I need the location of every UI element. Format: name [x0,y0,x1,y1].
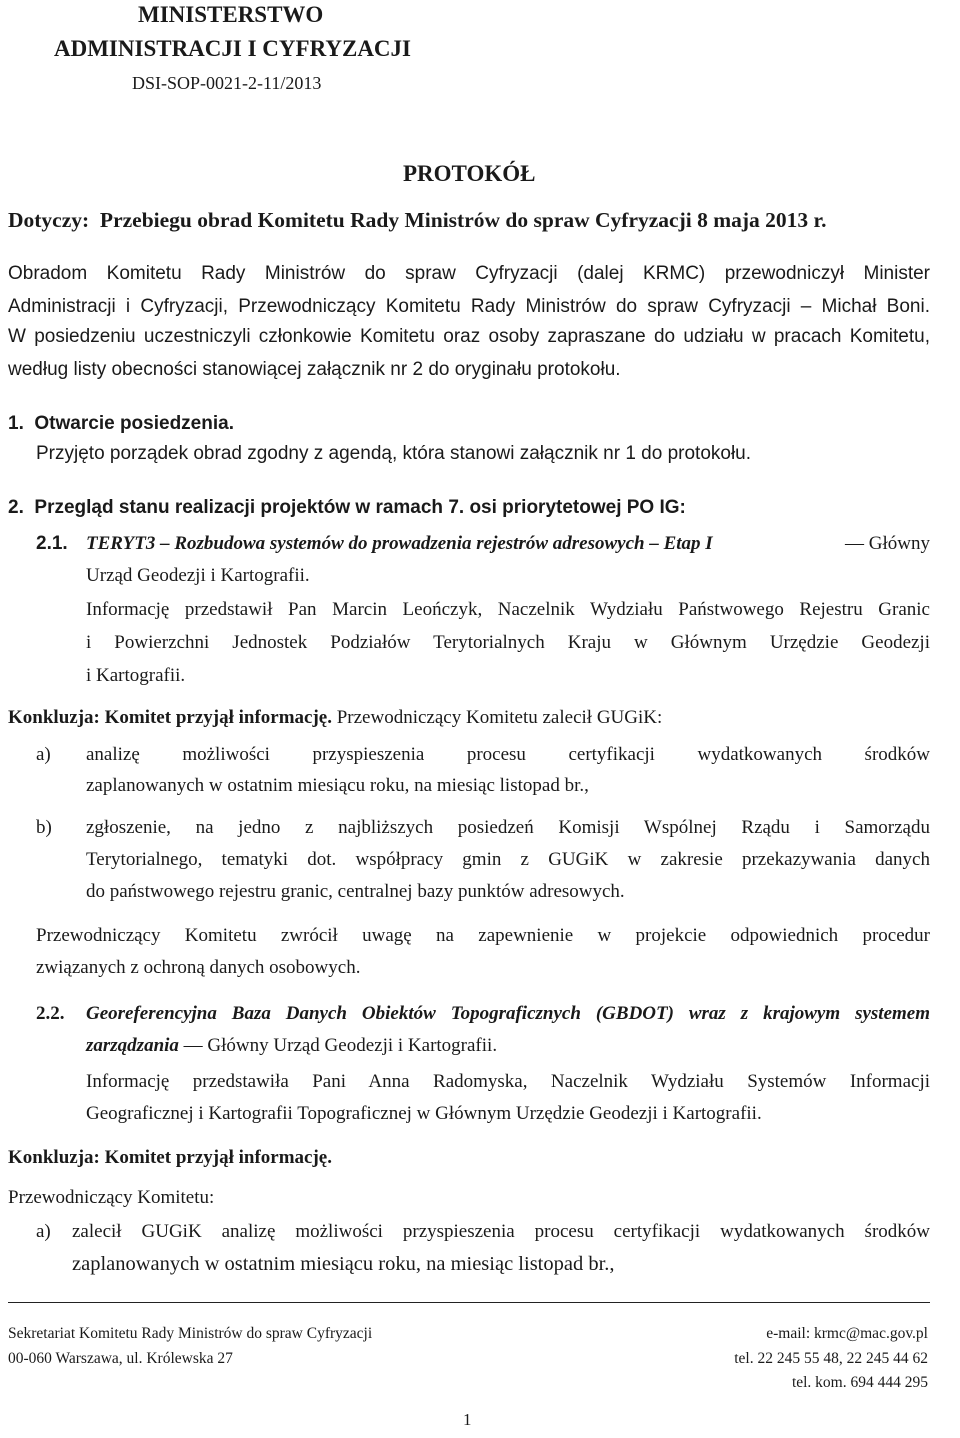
final-item-a-line-2: zaplanowanych w ostatnim miesiącu roku, na miesiąc listopad br., [72,1253,615,1275]
section-2-2-title-italic: zarządzania [86,1035,179,1056]
section-2-2-info-line-2: Geograficznej i Kartografii Topograficznej w Głównym Urzędzie Geodezji i Kartografii. [86,1103,762,1124]
section-2-1-info-line-1: Informację przedstawił Pan Marcin Leończyk, Naczelnik Wydziału Państwowego Rejestru Granic [86,599,930,620]
item-a-line-2: zaplanowanych w ostatnim miesiącu roku, na miesiąc listopad br., [86,775,589,796]
intro-line-3: W posiedzeniu uczestniczyli członkowie Komitetu oraz osoby zapraszane do udziału w pracach Komitetu, [8,326,930,347]
section-2-2-title-line-2 [86,1034,497,1058]
section-2-2-conclusion: Konkluzja: Komitet przyjął informację. [8,1147,332,1168]
section-2-1-info-line-3: i Kartografii. [86,665,186,686]
final-item-a-label: a) [36,1221,51,1242]
chair-label: Przewodniczący Komitetu: [8,1187,215,1208]
conclusion-text: Przewodniczący Komitetu zalecił GUGiK: [331,707,663,728]
conclusion-label: Konkluzja: Komitet przyjął informację. [8,707,332,728]
section-2-2-title-line-1: Georeferencyjna Baza Danych Obiektów Topograficznych (GBDOT) wraz z krajowym systemem [86,1003,930,1024]
subject-line: Dotyczy: Przebiegu obrad Komitetu Rady Ministrów do spraw Cyfryzacji 8 maja 2013 r. [8,208,827,232]
section-1-text: Przyjęto porządek obrad zgodny z agendą, która stanowi załącznik nr 1 do protokołu. [36,443,752,464]
section-2-1-project-name: TERYT3 – Rozbudowa systemów do prowadzenia rejestrów adresowych – Etap I [86,533,713,554]
footer-divider [8,1302,930,1303]
document-title: PROTOKÓŁ [403,161,536,186]
section-2-2-owner: — Główny Urząd Geodezji i Kartografii. [178,1035,498,1056]
section-2-1-info-line-2: i Powierzchni Jednostek Podziałów Terytorialnych Kraju w Głównym Urzędzie Geodezji [86,632,930,653]
section-2-1-owner-cont: Urząd Geodezji i Kartografii. [86,565,310,586]
note-line-2: związanych z ochroną danych osobowych. [36,957,361,978]
section-2-2-number: 2.2. [36,1003,65,1024]
item-a-line-1: analizę możliwości przyspieszenia procesu certyfikacji wydatkowanych środków [86,744,930,765]
section-2-heading: 2. Przegląd stanu realizacji projektów w ramach 7. osi priorytetowej PO IG: [8,497,686,518]
footer-phone: tel. 22 245 55 48, 22 245 44 62 [734,1350,928,1367]
intro-line-4: według listy obecności stanowiącej załącznik nr 2 do oryginału protokołu. [8,359,621,380]
ministry-name-line1: MINISTERSTWO [138,2,324,27]
footer-address-line-1: Sekretariat Komitetu Rady Ministrów do spraw Cyfryzacji [8,1325,373,1342]
section-2-1-conclusion [8,706,662,730]
item-a-label: a) [36,744,51,765]
note-line-1: Przewodniczący Komitetu zwrócił uwagę na zapewnienie w projekcie odpowiednich procedur [36,925,930,946]
section-2-1-title [86,532,930,556]
footer-email: e-mail: krmc@mac.gov.pl [766,1325,928,1342]
item-b-label: b) [36,817,52,838]
item-b-line-1: zgłoszenie, na jedno z najbliższych posiedzeń Komisji Wspólnej Rządu i Samorządu [86,817,930,838]
page-number: 1 [463,1410,472,1429]
section-2-1-number: 2.1. [36,533,68,554]
reference-number: DSI-SOP-0021-2-11/2013 [132,73,322,93]
item-b-line-2: Terytorialnego, tematyki dot. współpracy gmin z GUGiK w zakresie przekazywania danych [86,849,930,870]
final-item-a-line-1: zalecił GUGiK analizę możliwości przyspieszenia procesu certyfikacji wydatkowanych środków [72,1221,930,1242]
intro-line-1: Obradom Komitetu Rady Ministrów do spraw Cyfryzacji (dalej KRMC) przewodniczył Minister [8,263,930,284]
section-2-2-info-line-1: Informację przedstawiła Pani Anna Radomyska, Naczelnik Wydziału Systemów Informacji [86,1071,930,1092]
section-2-1-owner: — Główny [845,533,930,554]
section-1-heading: 1. Otwarcie posiedzenia. [8,413,234,434]
footer-address-line-2: 00-060 Warszawa, ul. Królewska 27 [8,1350,233,1367]
footer-mobile: tel. kom. 694 444 295 [791,1374,928,1391]
ministry-name-line2: ADMINISTRACJI I CYFRYZACJI [54,36,411,61]
item-b-line-3: do państwowego rejestru granic, centralnej bazy punktów adresowych. [86,881,625,902]
intro-line-2: Administracji i Cyfryzacji, Przewodniczący Komitetu Rady Ministrów do spraw Cyfryzacji – Michał Boni. [8,296,930,317]
